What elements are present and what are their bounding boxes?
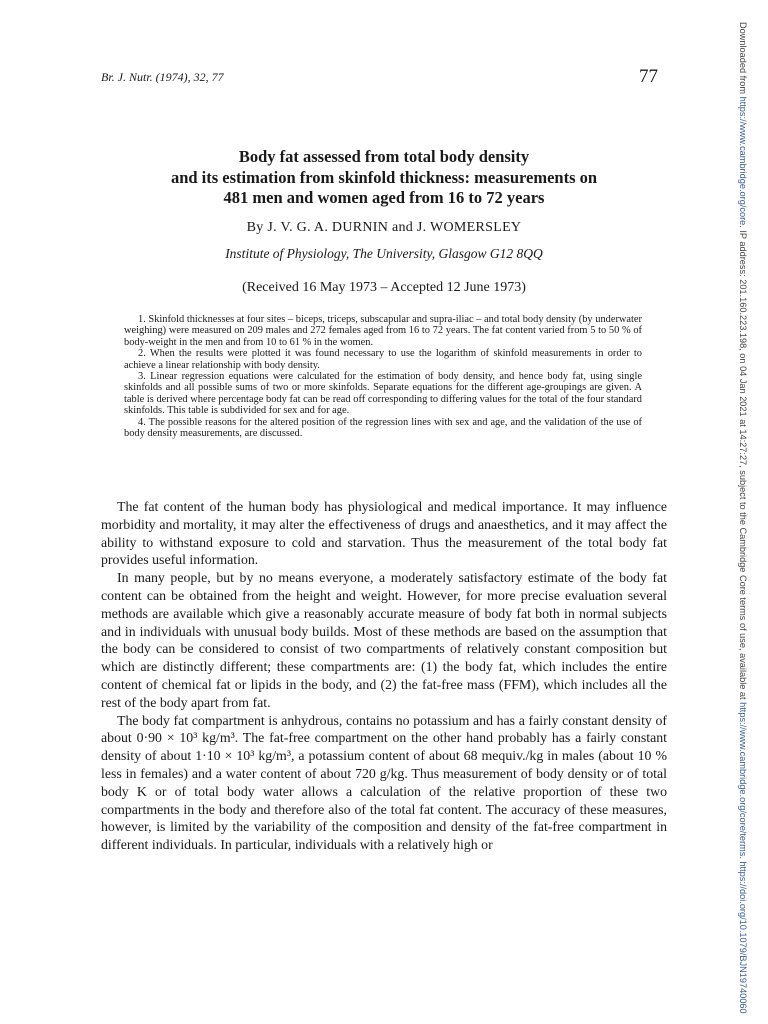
received-dates: (Received 16 May 1973 – Accepted 12 June 1973) xyxy=(242,280,526,295)
title-line: 481 men and women aged from 16 to 72 years xyxy=(223,188,545,207)
abstract xyxy=(124,314,642,439)
body-paragraph: The fat content of the human body has physiological and medical importance. It may influence morbidity and mortality, it may alter the effectiveness of drugs and anaesthetics, and it may affect the ability to withstand exposure to cold and starvation. Thus the measurement of the total body fat provides useful information. xyxy=(101,499,667,568)
author-line: By J. V. G. A. DURNIN and J. WOMERSLEY xyxy=(246,220,522,235)
page-number: 77 xyxy=(639,66,658,87)
affiliation: Institute of Physiology, The University, Glasgow G12 8QQ xyxy=(225,246,543,261)
download-notice-middle: . IP address: 201.160.223.198, on 04 Jan 2021 at 14:27:27, subject to the Cambridge Core terms of use, available at xyxy=(738,225,748,703)
terms-link[interactable]: https://www.cambridge.org/core/terms xyxy=(738,702,748,857)
cambridge-core-link[interactable]: https://www.cambridge.org/core xyxy=(738,96,748,226)
body-paragraph: The body fat compartment is anhydrous, contains no potassium and has a fairly constant density of about 0·90 × 10³ kg/m³. The fat-free compartment on the other hand probably has a fairly constant density of about 1·10 × 10³ kg/m³, a potassium content of about 68 mequiv./kg in males (about 10 % less in females) and a water content of about 720 g/kg. Thus measurement of body density or of total body K or of total body water allows a calculation of the relative proportion of these two compartments in the body and therefore also of the total fat content. The accuracy of these measures, however, is limited by the variability of the composition and density of the fat-free compartment in different individuals. In particular, individuals with a relatively high or xyxy=(101,712,667,853)
body-text xyxy=(101,498,667,854)
doi-link[interactable]: https://doi.org/10.1079/BJN19740060 xyxy=(738,861,748,1014)
article-title xyxy=(80,147,688,209)
abstract-paragraph: 4. The possible reasons for the altered position of the regression lines with sex and age, and the validation of the use of body density measurements, are discussed. xyxy=(124,416,642,440)
download-notice-sep: . xyxy=(738,856,748,862)
body-paragraph: In many people, but by no means everyone, a moderately satisfactory estimate of the body fat content can be obtained from the height and weight. However, for more precise evaluation several methods are available which give a reasonably accurate measure of body fat both in normal subjects and in individuals with unusual body builds. Most of these methods are based on the assumption that the body can be considered to consist of two compartments of relatively constant composition but which are distinctly different; these compartments are: (1) the body fat, which includes the entire content of chemical fat or lipids in the body, and (2) the fat-free mass (FFM), which includes all the rest of the body apart from fat. xyxy=(101,570,667,710)
abstract-paragraph: 3. Linear regression equations were calculated for the estimation of body density, and hence body fat, using single skinfolds and all possible sums of two or more skinfolds. Separate equations for the different age-groupings are given. A table is derived where percentage body fat can be read off corresponding to differing values for the total of the four standard skinfolds. This table is subdivided for sex and for age. xyxy=(124,371,642,417)
abstract-paragraph: 1. Skinfold thicknesses at four sites – biceps, triceps, subscapular and supra-iliac – and total body density (by underwater weighing) were measured on 209 males and 272 females aged from 16 to 72 years. The fat content varied from 5 to 50 % of body-weight in the men and from 10 to 61 % in the women. xyxy=(124,314,642,348)
download-notice-prefix: Downloaded from xyxy=(738,22,748,97)
journal-reference: Br. J. Nutr. (1974), 32, 77 xyxy=(101,70,224,84)
abstract-paragraph: 2. When the results were plotted it was found necessary to use the logarithm of skinfold measurements in order to achieve a linear relationship with body density. xyxy=(124,348,642,371)
title-line: and its estimation from skinfold thickness: measurements on xyxy=(170,167,598,187)
title-line: Body fat assessed from total body density xyxy=(238,147,530,166)
download-notice xyxy=(734,22,752,1014)
